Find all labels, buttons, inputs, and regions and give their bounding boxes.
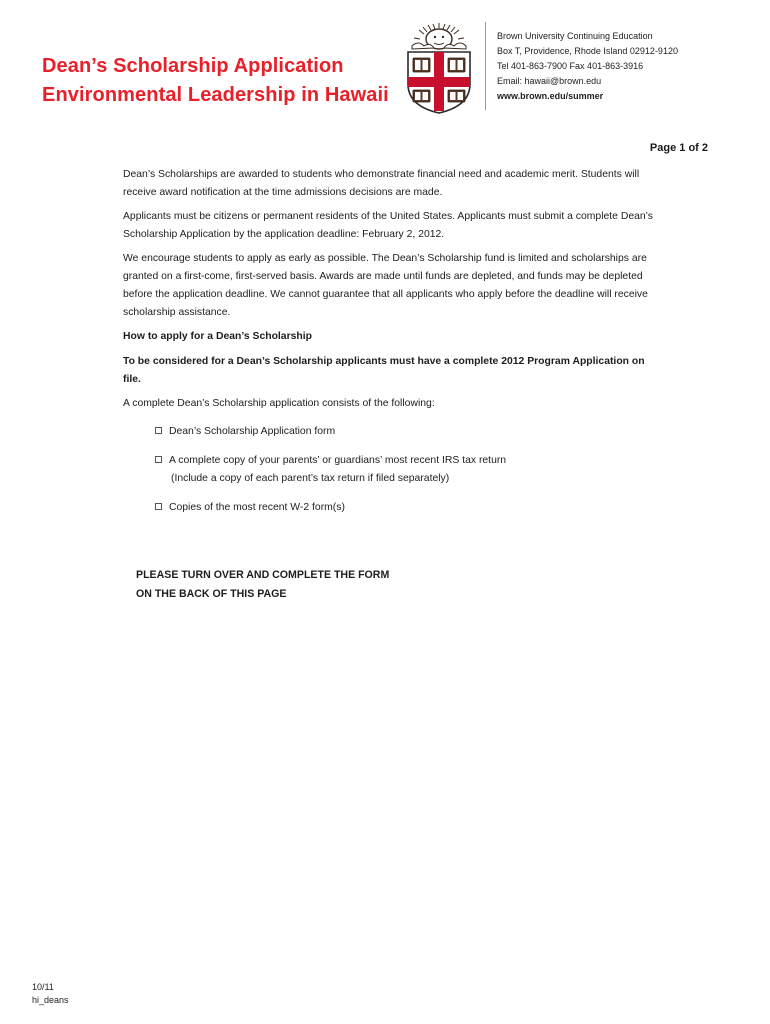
checklist-item — [155, 423, 663, 441]
footer-date: 10/11 — [32, 982, 54, 992]
title-line-1: Dean’s Scholarship Application — [42, 55, 344, 77]
checkbox-icon[interactable] — [155, 427, 162, 434]
checkbox-icon[interactable] — [155, 456, 162, 463]
document-body — [123, 166, 663, 528]
checklist-item — [155, 499, 663, 517]
title-line-2: Environmental Leadership in Hawaii — [42, 84, 389, 106]
paragraph-citizenship: Applicants must be citizens or permanent residents of the United States. Applicants must submit a complete Dean’s Scholarship Application by the application deadline: February 2, 2012. — [123, 211, 653, 240]
document-title — [42, 52, 389, 110]
checkbox-icon[interactable] — [155, 503, 162, 510]
mailing-address: Box T, Providence, Rhode Island 02912-9120 — [497, 46, 678, 56]
turn-over-line-2: ON THE BACK OF THIS PAGE — [136, 588, 287, 600]
turn-over-notice — [136, 566, 389, 604]
paragraph-encourage: We encourage students to apply as early as possible. The Dean’s Scholarship fund is limited and scholarships are granted on a first-come, first-served basis. Awards are made until funds are depleted, and funds may be depleted before the application deadline. We cannot guarantee that all applicants who apply before the deadline will receive scholarship assistance. — [123, 253, 648, 318]
checklist-item — [155, 452, 663, 488]
organization-name: Brown University Continuing Education — [497, 31, 653, 41]
brown-university-shield-icon — [404, 22, 474, 114]
footer — [32, 981, 69, 1007]
checklist-item-text: A complete copy of your parents’ or guardians’ most recent IRS tax return — [169, 455, 507, 466]
requirements-checklist — [123, 423, 663, 517]
checklist-item-note: (Include a copy of each parent’s tax return if filed separately) — [171, 473, 450, 484]
email-address: Email: hawaii@brown.edu — [497, 76, 602, 86]
header-divider — [485, 22, 486, 110]
checklist-item-text: Copies of the most recent W-2 form(s) — [169, 502, 345, 513]
phone-fax: Tel 401-863-7900 Fax 401-863-3916 — [497, 61, 644, 71]
requirement-statement: To be considered for a Dean’s Scholarship applicants must have a complete 2012 Program Application on file. — [123, 356, 645, 385]
page-number: Page 1 of 2 — [649, 142, 708, 154]
checklist-item-text: Dean’s Scholarship Application form — [169, 426, 336, 437]
website-link[interactable]: www.brown.edu/summer — [497, 91, 604, 101]
contact-block — [497, 29, 678, 104]
footer-code: hi_deans — [32, 995, 69, 1005]
turn-over-line-1: PLEASE TURN OVER AND COMPLETE THE FORM — [136, 569, 390, 581]
how-to-apply-heading: How to apply for a Dean’s Scholarship — [123, 331, 312, 342]
paragraph-eligibility: Dean’s Scholarships are awarded to students who demonstrate financial need and academic merit. Students will receive award notification at the time admissions decisions are made. — [123, 169, 640, 198]
checklist-intro: A complete Dean’s Scholarship application consists of the following: — [123, 398, 435, 409]
